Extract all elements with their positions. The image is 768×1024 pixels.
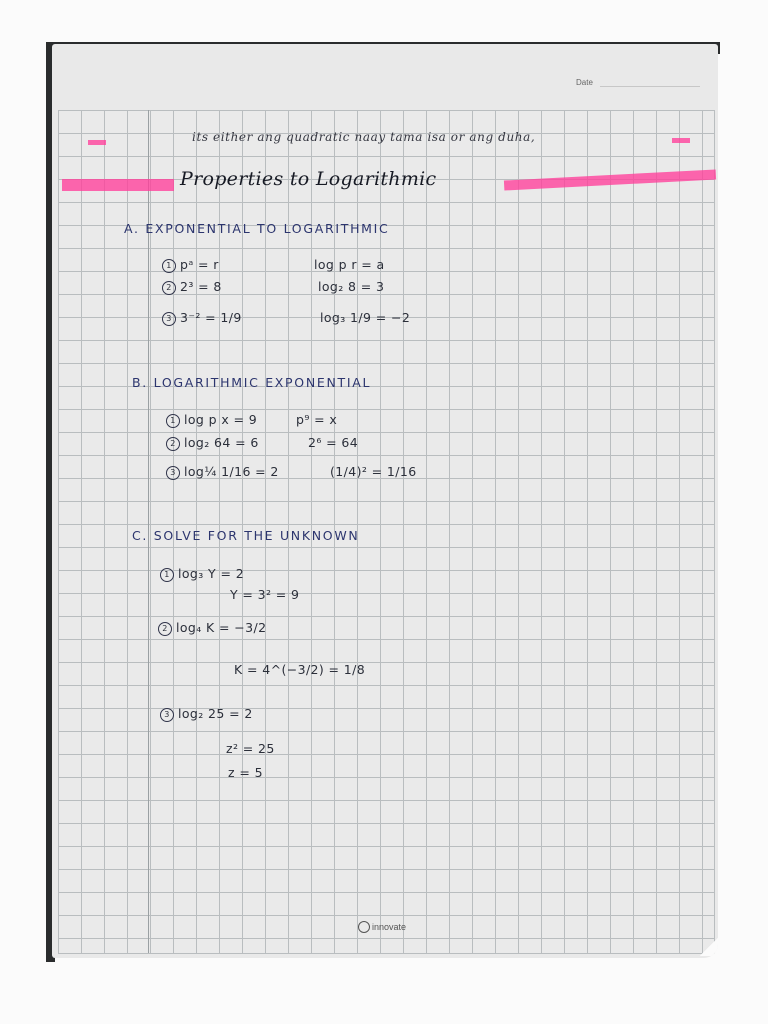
- log-text: log p x = 9: [184, 412, 258, 427]
- equation-text: log₂ 25 = 2: [178, 706, 253, 721]
- item-number-badge: 1: [160, 568, 174, 582]
- section-a-item-3-exp: [162, 310, 242, 326]
- pink-highlight-mark-right: [672, 138, 690, 143]
- section-c-item-1-line1: [160, 566, 244, 582]
- section-a-heading: A. EXPONENTIAL TO LOGARITHMIC: [124, 221, 390, 236]
- section-c-item-2-line1: [158, 620, 266, 636]
- notebook-page: [52, 44, 718, 958]
- section-b-item-3-exp: (1/4)² = 1/16: [330, 464, 417, 479]
- log-text: log₂ 64 = 6: [184, 435, 259, 450]
- exp-text: 3⁻² = 1/9: [180, 310, 242, 325]
- item-number-badge: 1: [162, 259, 176, 273]
- section-b-heading: B. LOGARITHMIC EXPONENTIAL: [132, 375, 372, 390]
- section-a-item-2-log: log₂ 8 = 3: [318, 279, 385, 294]
- item-number-badge: 3: [166, 466, 180, 480]
- section-b-item-1-log: [166, 412, 257, 428]
- section-a-item-3-log: log₃ 1/9 = −2: [320, 310, 411, 325]
- section-c-item-3-line1: [160, 706, 253, 722]
- section-b-item-1-exp: p⁹ = x: [296, 412, 338, 427]
- pink-highlight-title-left: [62, 179, 174, 191]
- section-a-item-1-log: log p r = a: [314, 257, 385, 272]
- intro-note: its either ang quadratic naay tama isa or ang duha,: [192, 130, 536, 144]
- section-c-item-3-line3: z = 5: [228, 765, 263, 780]
- section-a-item-2-exp: [162, 279, 222, 295]
- section-a-item-1-exp: [162, 257, 219, 273]
- page-title: Properties to Logarithmic: [180, 168, 437, 190]
- date-label: Date: [576, 78, 593, 87]
- innovate-logo-icon: [358, 921, 370, 933]
- page-corner: [700, 932, 718, 956]
- exp-text: pᵃ = r: [180, 257, 219, 272]
- exp-text: 2³ = 8: [180, 279, 222, 294]
- section-b-item-2-log: [166, 435, 259, 451]
- item-number-badge: 2: [158, 622, 172, 636]
- section-c-item-3-line2: z² = 25: [226, 741, 275, 756]
- section-c-heading: C. SOLVE FOR THE UNKNOWN: [132, 528, 360, 543]
- equation-text: log₃ Y = 2: [178, 566, 245, 581]
- item-number-badge: 3: [162, 312, 176, 326]
- log-text: log¼ 1/16 = 2: [184, 464, 279, 479]
- footer-brand: innovate: [372, 922, 407, 932]
- section-c-item-2-line2: K = 4^(−3/2) = 1/8: [234, 662, 366, 677]
- section-b-item-3-log: [166, 464, 279, 480]
- item-number-badge: 3: [160, 708, 174, 722]
- item-number-badge: 1: [166, 414, 180, 428]
- item-number-badge: 2: [162, 281, 176, 295]
- item-number-badge: 2: [166, 437, 180, 451]
- equation-text: log₄ K = −3/2: [176, 620, 267, 635]
- section-c-item-1-line2: Y = 3² = 9: [230, 587, 300, 602]
- date-line: [600, 86, 700, 87]
- pink-highlight-mark-left: [88, 140, 106, 145]
- section-b-item-2-exp: 2⁶ = 64: [308, 435, 359, 450]
